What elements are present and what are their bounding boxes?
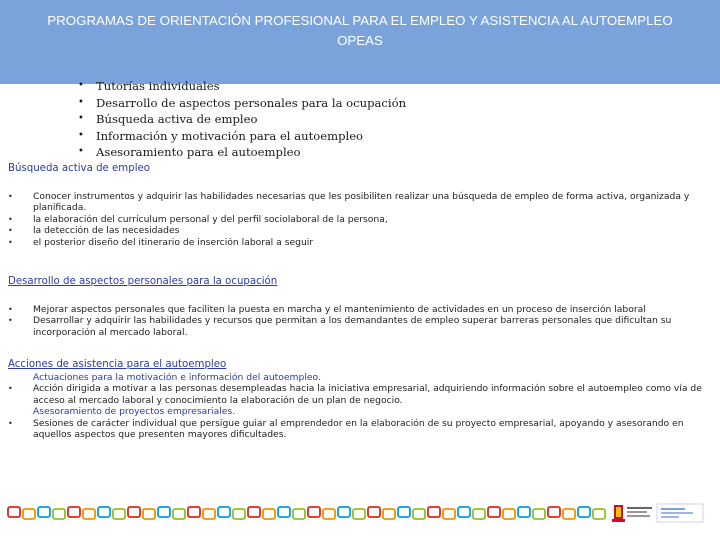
page-title	[20, 11, 700, 51]
chain-link	[83, 509, 95, 519]
list-item: • Desarrollar y adquirir las habilidades y recursos que permitan a los demandantes de empleo superar barreras personales que dificultan su incorporación al mercado laboral.	[8, 315, 708, 338]
chain-link	[98, 507, 110, 517]
chain-link	[173, 509, 185, 519]
chain-link	[53, 509, 65, 519]
header-banner	[0, 0, 720, 84]
chain-link	[593, 509, 605, 519]
chain-link	[308, 507, 320, 517]
chain-link	[188, 507, 200, 517]
chain-link	[383, 509, 395, 519]
chain-link	[578, 507, 590, 517]
chain-link	[158, 507, 170, 517]
list-subtitle	[8, 372, 708, 383]
chain-link	[68, 507, 80, 517]
list-item: • Conocer instrumentos y adquirir las habilidades necesarias que les posibiliten realizar una búsqueda de empleo de forma activa, organizada y planificada.	[8, 191, 708, 214]
chain-link	[398, 507, 410, 517]
subsection-title-asesoramiento: Asesoramiento de proyectos empresariales.	[33, 406, 236, 418]
list-item: • el posterior diseño del itinerario de inserción laboral a seguir	[8, 237, 708, 248]
section-list-desarrollo	[8, 304, 708, 338]
chain-link	[38, 507, 50, 517]
chain-link	[503, 509, 515, 519]
section-title-busqueda: Búsqueda activa de empleo	[8, 163, 151, 174]
chain-link	[8, 507, 20, 517]
chain-link	[278, 507, 290, 517]
program-list-item: • Información y motivación para el autoempleo	[78, 128, 678, 145]
page-title-line-1: PROGRAMAS DE ORIENTACIÓN PROFESIONAL PARA EL EMPLEO Y ASISTENCIA AL AUTOEMPLEO	[47, 13, 673, 28]
program-list-item: • Búsqueda activa de empleo	[78, 111, 678, 128]
list-subtitle	[8, 406, 708, 417]
chain-link	[203, 509, 215, 519]
chain-link	[128, 507, 140, 517]
program-list-item: • Desarrollo de aspectos personales para la ocupación	[78, 95, 678, 112]
chain-link	[293, 509, 305, 519]
government-coat-of-arms-logo	[612, 502, 654, 524]
list-item: • Mejorar aspectos personales que faciliten la puesta en marcha y el mantenimiento de actividades en un proceso de inserción laboral	[8, 304, 708, 315]
chain-link	[248, 507, 260, 517]
program-list-item: • Asesoramiento para el autoempleo	[78, 144, 678, 161]
chain-link	[143, 509, 155, 519]
list-item: • Acción dirigida a motivar a las personas desempleadas hacia la iniciativa empresarial, adquiriendo información sobre el autoempleo como vía de acceso al mercado laboral y conocimiento la elaboración de un plan de negocio.	[8, 383, 708, 406]
chain-link	[413, 509, 425, 519]
chain-link	[113, 509, 125, 519]
program-list-item: • Tutorías individuales	[78, 78, 678, 95]
chain-link	[368, 507, 380, 517]
chain-link	[23, 509, 35, 519]
chain-link	[353, 509, 365, 519]
chain-link	[443, 509, 455, 519]
decorative-chain-border	[6, 505, 606, 521]
list-item: • la elaboración del currículum personal y del perfil sociolaboral de la persona,	[8, 214, 708, 225]
subsection-title-motivacion: Actuaciones para la motivación e información del autoempleo.	[33, 372, 321, 383]
page-title-line-2: OPEAS	[337, 33, 383, 48]
chain-link	[473, 509, 485, 519]
chain-link	[488, 507, 500, 517]
section-list-acciones	[8, 372, 708, 440]
chain-link	[338, 507, 350, 517]
chain-link	[458, 507, 470, 517]
list-item: • Sesiones de carácter individual que persigue guiar al emprendedor en la elaboración de su proyecto empresarial, apoyando y asesorando en aquellos aspectos que presenten mayores dificultades.	[8, 418, 708, 441]
section-list-busqueda	[8, 191, 708, 248]
program-list	[78, 78, 678, 161]
chain-link	[518, 507, 530, 517]
section-title-desarrollo: Desarrollo de aspectos personales para la ocupación	[8, 276, 278, 287]
employment-service-logo	[656, 502, 704, 524]
list-item: • la detección de las necesidades	[8, 225, 708, 236]
chain-link	[263, 509, 275, 519]
chain-link	[548, 507, 560, 517]
chain-link	[233, 509, 245, 519]
chain-link	[563, 509, 575, 519]
chain-link	[533, 509, 545, 519]
section-title-acciones: Acciones de asistencia para el autoempleo	[8, 359, 227, 370]
chain-link	[428, 507, 440, 517]
chain-link	[323, 509, 335, 519]
chain-link	[218, 507, 230, 517]
